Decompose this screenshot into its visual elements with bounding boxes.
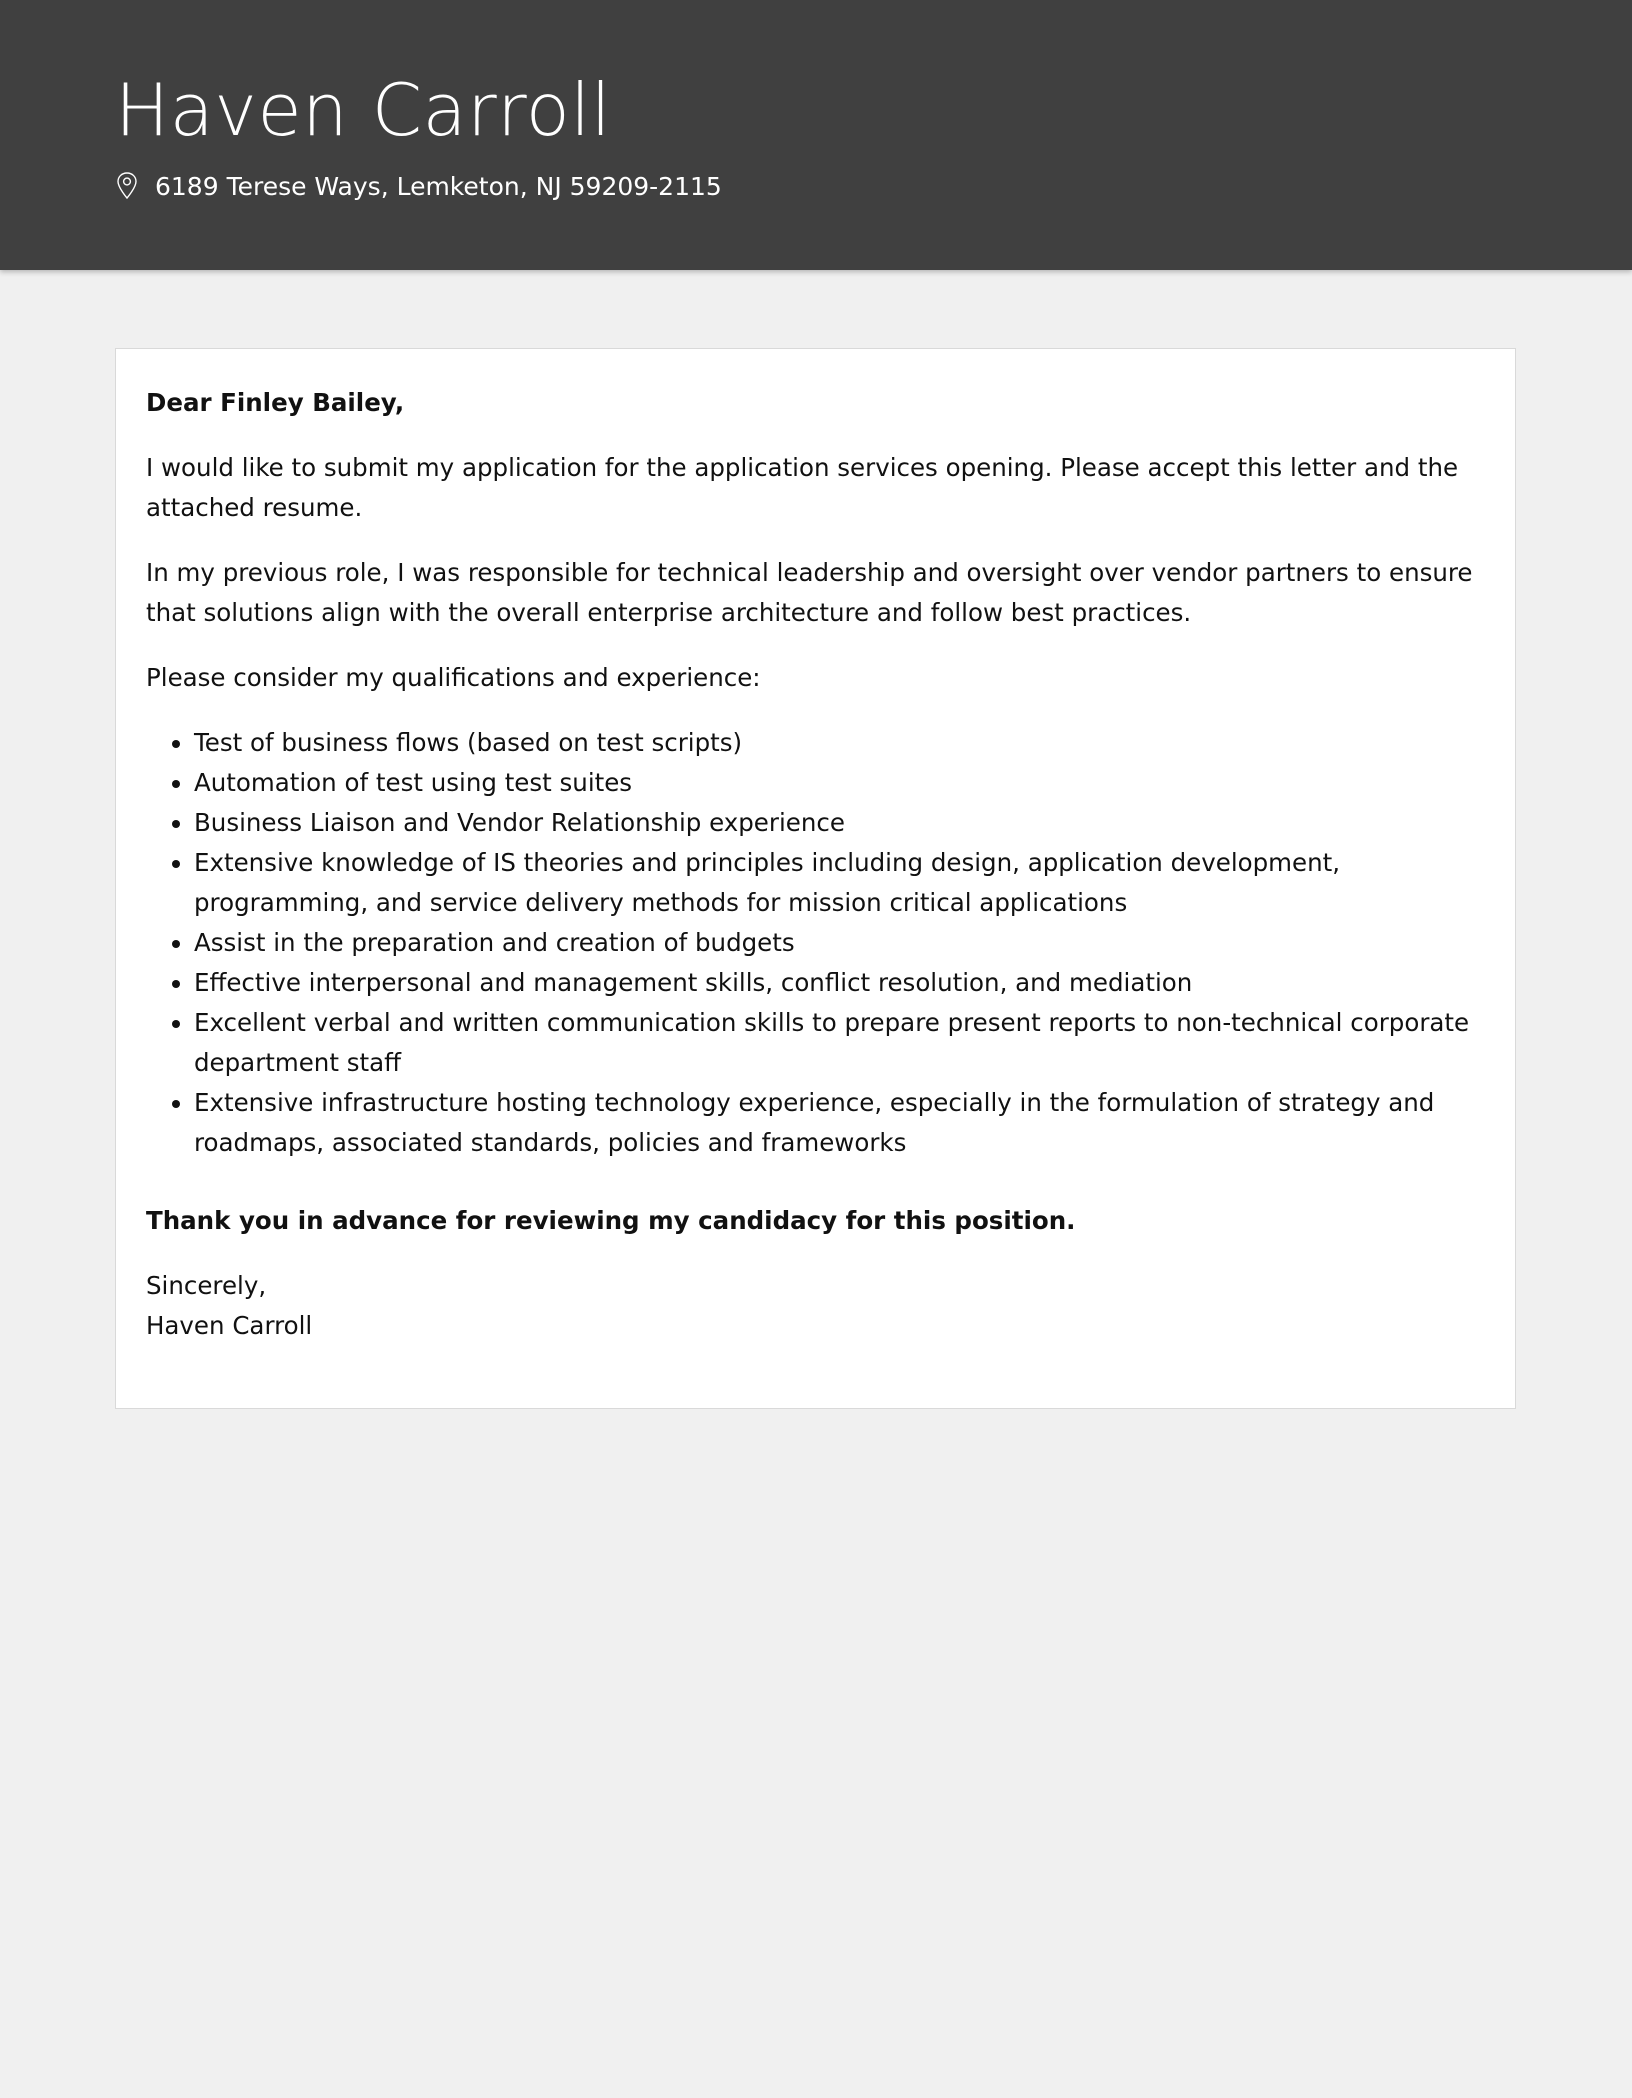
list-item: • Effective interpersonal and management skills, conflict resolution, and mediation [194, 963, 1485, 1003]
salutation: Dear Finley Bailey, [146, 388, 405, 417]
list-item: • Test of business flows (based on test scripts) [194, 723, 1485, 763]
list-item: • Extensive knowledge of IS theories and principles including design, application development, programming, and service delivery methods for mission critical applications [194, 843, 1485, 923]
signature-name: Haven Carroll [146, 1311, 313, 1340]
list-item: • Automation of test using test suites [194, 763, 1485, 803]
list-item: • Assist in the preparation and creation of budgets [194, 923, 1485, 963]
address-line [115, 166, 722, 206]
applicant-name: Haven Carroll [115, 68, 612, 152]
experience-paragraph: In my previous role, I was responsible for technical leadership and oversight over vendor partners to ensure that solutions align with the overall enterprise architecture and follow best practices. [146, 558, 1473, 627]
qualifications-list [146, 723, 1485, 1163]
intro-paragraph: I would like to submit my application for the application services opening. Please accept this letter and the attached resume. [146, 453, 1459, 522]
thank-you-line: Thank you in advance for reviewing my candidacy for this position. [146, 1206, 1076, 1235]
address-text: 6189 Terese Ways, Lemketon, NJ 59209-2115 [155, 171, 722, 201]
closing: Sincerely, [146, 1271, 267, 1300]
location-pin-icon [115, 171, 139, 201]
list-item: • Extensive infrastructure hosting technology experience, especially in the formulation of strategy and roadmaps, associated standards, policies and frameworks [194, 1083, 1485, 1163]
cover-letter-card [115, 348, 1516, 1409]
qualifications-intro: Please consider my qualifications and experience: [146, 663, 761, 692]
list-item: • Business Liaison and Vendor Relationship experience [194, 803, 1485, 843]
list-item: • Excellent verbal and written communication skills to prepare present reports to non-technical corporate department staff [194, 1003, 1485, 1083]
page-header [0, 0, 1632, 270]
